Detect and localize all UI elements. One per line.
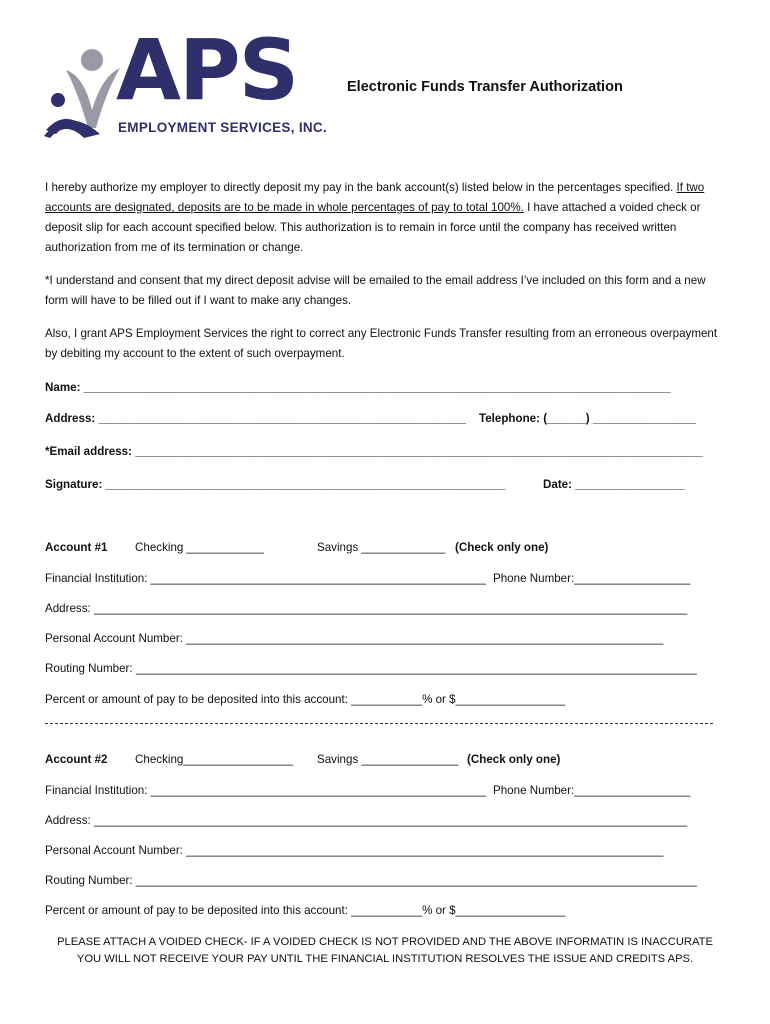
logo-letters: APS [116, 21, 298, 119]
account-2-institution-row [45, 782, 725, 800]
account-2-savings-field[interactable]: Savings _______________ [317, 753, 459, 766]
account-2-type-row [45, 751, 725, 769]
email-field[interactable]: *Email address: ________________________________________________________________________________________ [45, 445, 703, 458]
account-1-type-row [45, 539, 725, 557]
account-1-institution-field[interactable]: Financial Institution: ____________________________________________________ [45, 572, 486, 585]
account-1-header: Account #1 [45, 541, 108, 554]
authorization-paragraph [45, 178, 725, 258]
notice-line-1: PLEASE ATTACH A VOIDED CHECK- IF A VOIDED CHECK IS NOT PROVIDED AND THE ABOVE INFORMATIN IS INACCURATE [57, 936, 713, 948]
account-1-percent-field[interactable]: Percent or amount of pay to be deposited into this account: ___________% or $_________________ [45, 693, 566, 706]
account-2-address-field[interactable]: Address: ____________________________________________________________________________________________ [45, 814, 688, 827]
account-1-checking-field[interactable]: Checking ____________ [135, 541, 264, 554]
paragraph-text: I have attached a voided check or deposit slip for each account specified below. This authorization is to remain in force until the company has received written authorization from me of its termination or change. [45, 201, 701, 254]
account-2-percent-field[interactable]: Percent or amount of pay to be deposited into this account: ___________% or $_________________ [45, 904, 566, 917]
address-row [45, 410, 725, 428]
voided-check-notice [30, 934, 740, 968]
paragraph-underlined-text: If two accounts are designated, deposits are to be made in whole percentages of pay to total 100%. [45, 181, 705, 214]
signature-row [45, 476, 725, 494]
consent-paragraph: *I understand and consent that my direct deposit advise will be emailed to the email address I’ve included on this form and a new form will have to be filled out if I want to make any changes. [45, 274, 706, 307]
correction-paragraph: Also, I grant APS Employment Services the right to correct any Electronic Funds Transfer resulting from an erroneous overpayment by debiting my account to the extent of such overpayment. [45, 327, 718, 360]
address-field[interactable]: Address: _________________________________________________________ [45, 412, 467, 425]
form-title: Electronic Funds Transfer Authorization [347, 79, 623, 95]
account-1-address-field[interactable]: Address: ____________________________________________________________________________________________ [45, 602, 688, 615]
account-2-header: Account #2 [45, 753, 108, 766]
account-2-phone-field[interactable]: Phone Number:__________________ [493, 784, 691, 797]
account-2-checking-field[interactable]: Checking_________________ [135, 753, 293, 766]
account-2-personal-account-field[interactable]: Personal Account Number: __________________________________________________________________________ [45, 844, 664, 857]
section-divider [45, 723, 713, 724]
account-1-phone-field[interactable]: Phone Number:__________________ [493, 572, 691, 585]
notice-line-2: YOU WILL NOT RECEIVE YOUR PAY UNTIL THE FINANCIAL INSTITUTION RESOLVES THE ISSUE AND CREDITS APS. [76, 953, 694, 965]
signature-field[interactable]: Signature: ______________________________________________________________ [45, 478, 506, 491]
account-1-institution-row [45, 570, 725, 588]
account-1-savings-field[interactable]: Savings _____________ [317, 541, 446, 554]
account-2-check-only-note: (Check only one) [467, 753, 561, 766]
logo-subtitle: EMPLOYMENT SERVICES, INC. [118, 120, 328, 135]
name-field[interactable]: Name: ___________________________________________________________________________________________ [45, 381, 671, 394]
telephone-field[interactable]: Telephone: (______) ________________ [479, 412, 696, 425]
paragraph-text: I hereby authorize my employer to directly deposit my pay in the bank account(s) listed below in the percentages specified. [45, 181, 677, 194]
aps-logo [44, 21, 334, 142]
date-field[interactable]: Date: _________________ [543, 478, 685, 491]
account-1-personal-account-field[interactable]: Personal Account Number: __________________________________________________________________________ [45, 632, 664, 645]
account-2-routing-field[interactable]: Routing Number: _______________________________________________________________________________________ [45, 874, 697, 887]
account-1-routing-field[interactable]: Routing Number: _______________________________________________________________________________________ [45, 662, 697, 675]
account-1-check-only-note: (Check only one) [455, 541, 549, 554]
account-2-institution-field[interactable]: Financial Institution: ____________________________________________________ [45, 784, 486, 797]
